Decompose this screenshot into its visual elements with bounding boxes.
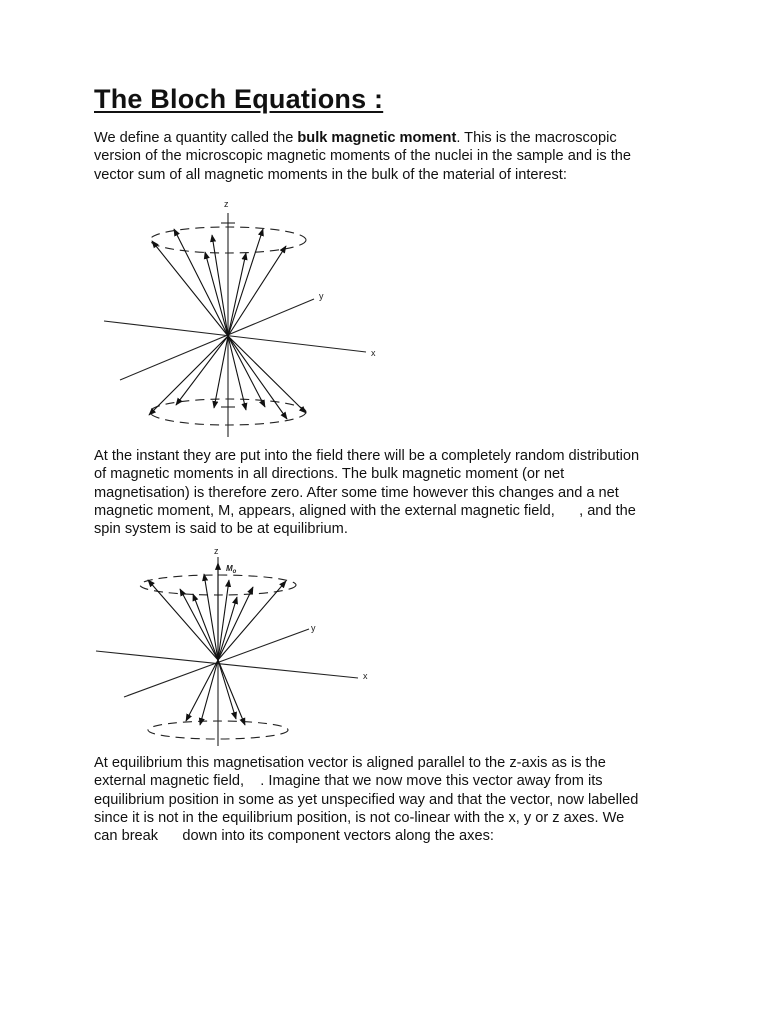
paragraph-line: external magnetic field, . Imagine that we now move this vector away from its [94, 773, 603, 790]
paragraph-equilibrium [94, 447, 694, 538]
m0-subscript: o [232, 569, 237, 575]
paragraph-line [94, 129, 694, 147]
m0-main: M [226, 564, 233, 573]
paragraph-line: vector sum of all magnetic moments in the bulk of the material of interest: [94, 166, 567, 183]
paragraph-line: At the instant they are put into the field there will be a completely random distribution [94, 448, 640, 464]
paragraph-line: At equilibrium this magnetisation vector is aligned parallel to the z-axis as is the [94, 755, 606, 771]
y-axis-label: y [319, 291, 324, 301]
x-axis [96, 651, 358, 678]
random-moments-figure [96, 195, 396, 440]
page-title: The Bloch Equations : [94, 84, 384, 114]
paragraph-line: can break down into its component vectors along the axes: [94, 828, 494, 845]
moment-vectors-down [186, 660, 245, 725]
y-axis-label: y [311, 623, 316, 633]
paragraph-line: of magnetic moments in all directions. The bulk magnetic moment (or net [94, 466, 565, 483]
z-axis-label: z [224, 199, 229, 209]
y-axis [120, 299, 314, 380]
moment-vectors-up [148, 574, 286, 660]
bold-term: bulk magnetic moment [297, 130, 457, 146]
x-axis-label: x [371, 348, 376, 358]
net-magnetisation-figure [90, 543, 390, 748]
text-run: . This is the macroscopic [456, 130, 617, 146]
m0-label [226, 564, 237, 575]
paragraph-line: spin system is said to be at equilibrium. [94, 521, 348, 538]
paragraph-line: magnetisation) is therefore zero. After some time however this changes and a net [94, 484, 619, 501]
paragraph-line: since it is not in the equilibrium position, is not co-linear with the x, y or z axes. We [94, 809, 625, 826]
z-axis-label: z [214, 546, 219, 556]
x-axis-label: x [363, 671, 368, 681]
paragraph-components [94, 754, 694, 845]
paragraph-bulk-moment [94, 129, 694, 184]
paragraph-line: version of the microscopic magnetic moments of the nuclei in the sample and is the [94, 148, 631, 165]
text-run: We define a quantity called the [94, 130, 298, 146]
moment-vectors-up [152, 229, 286, 336]
paragraph-line: magnetic moment, M, appears, aligned with the external magnetic field, , and the [94, 502, 636, 519]
paragraph-line: equilibrium position in some as yet unspecified way and that the vector, now labelled [94, 791, 639, 808]
